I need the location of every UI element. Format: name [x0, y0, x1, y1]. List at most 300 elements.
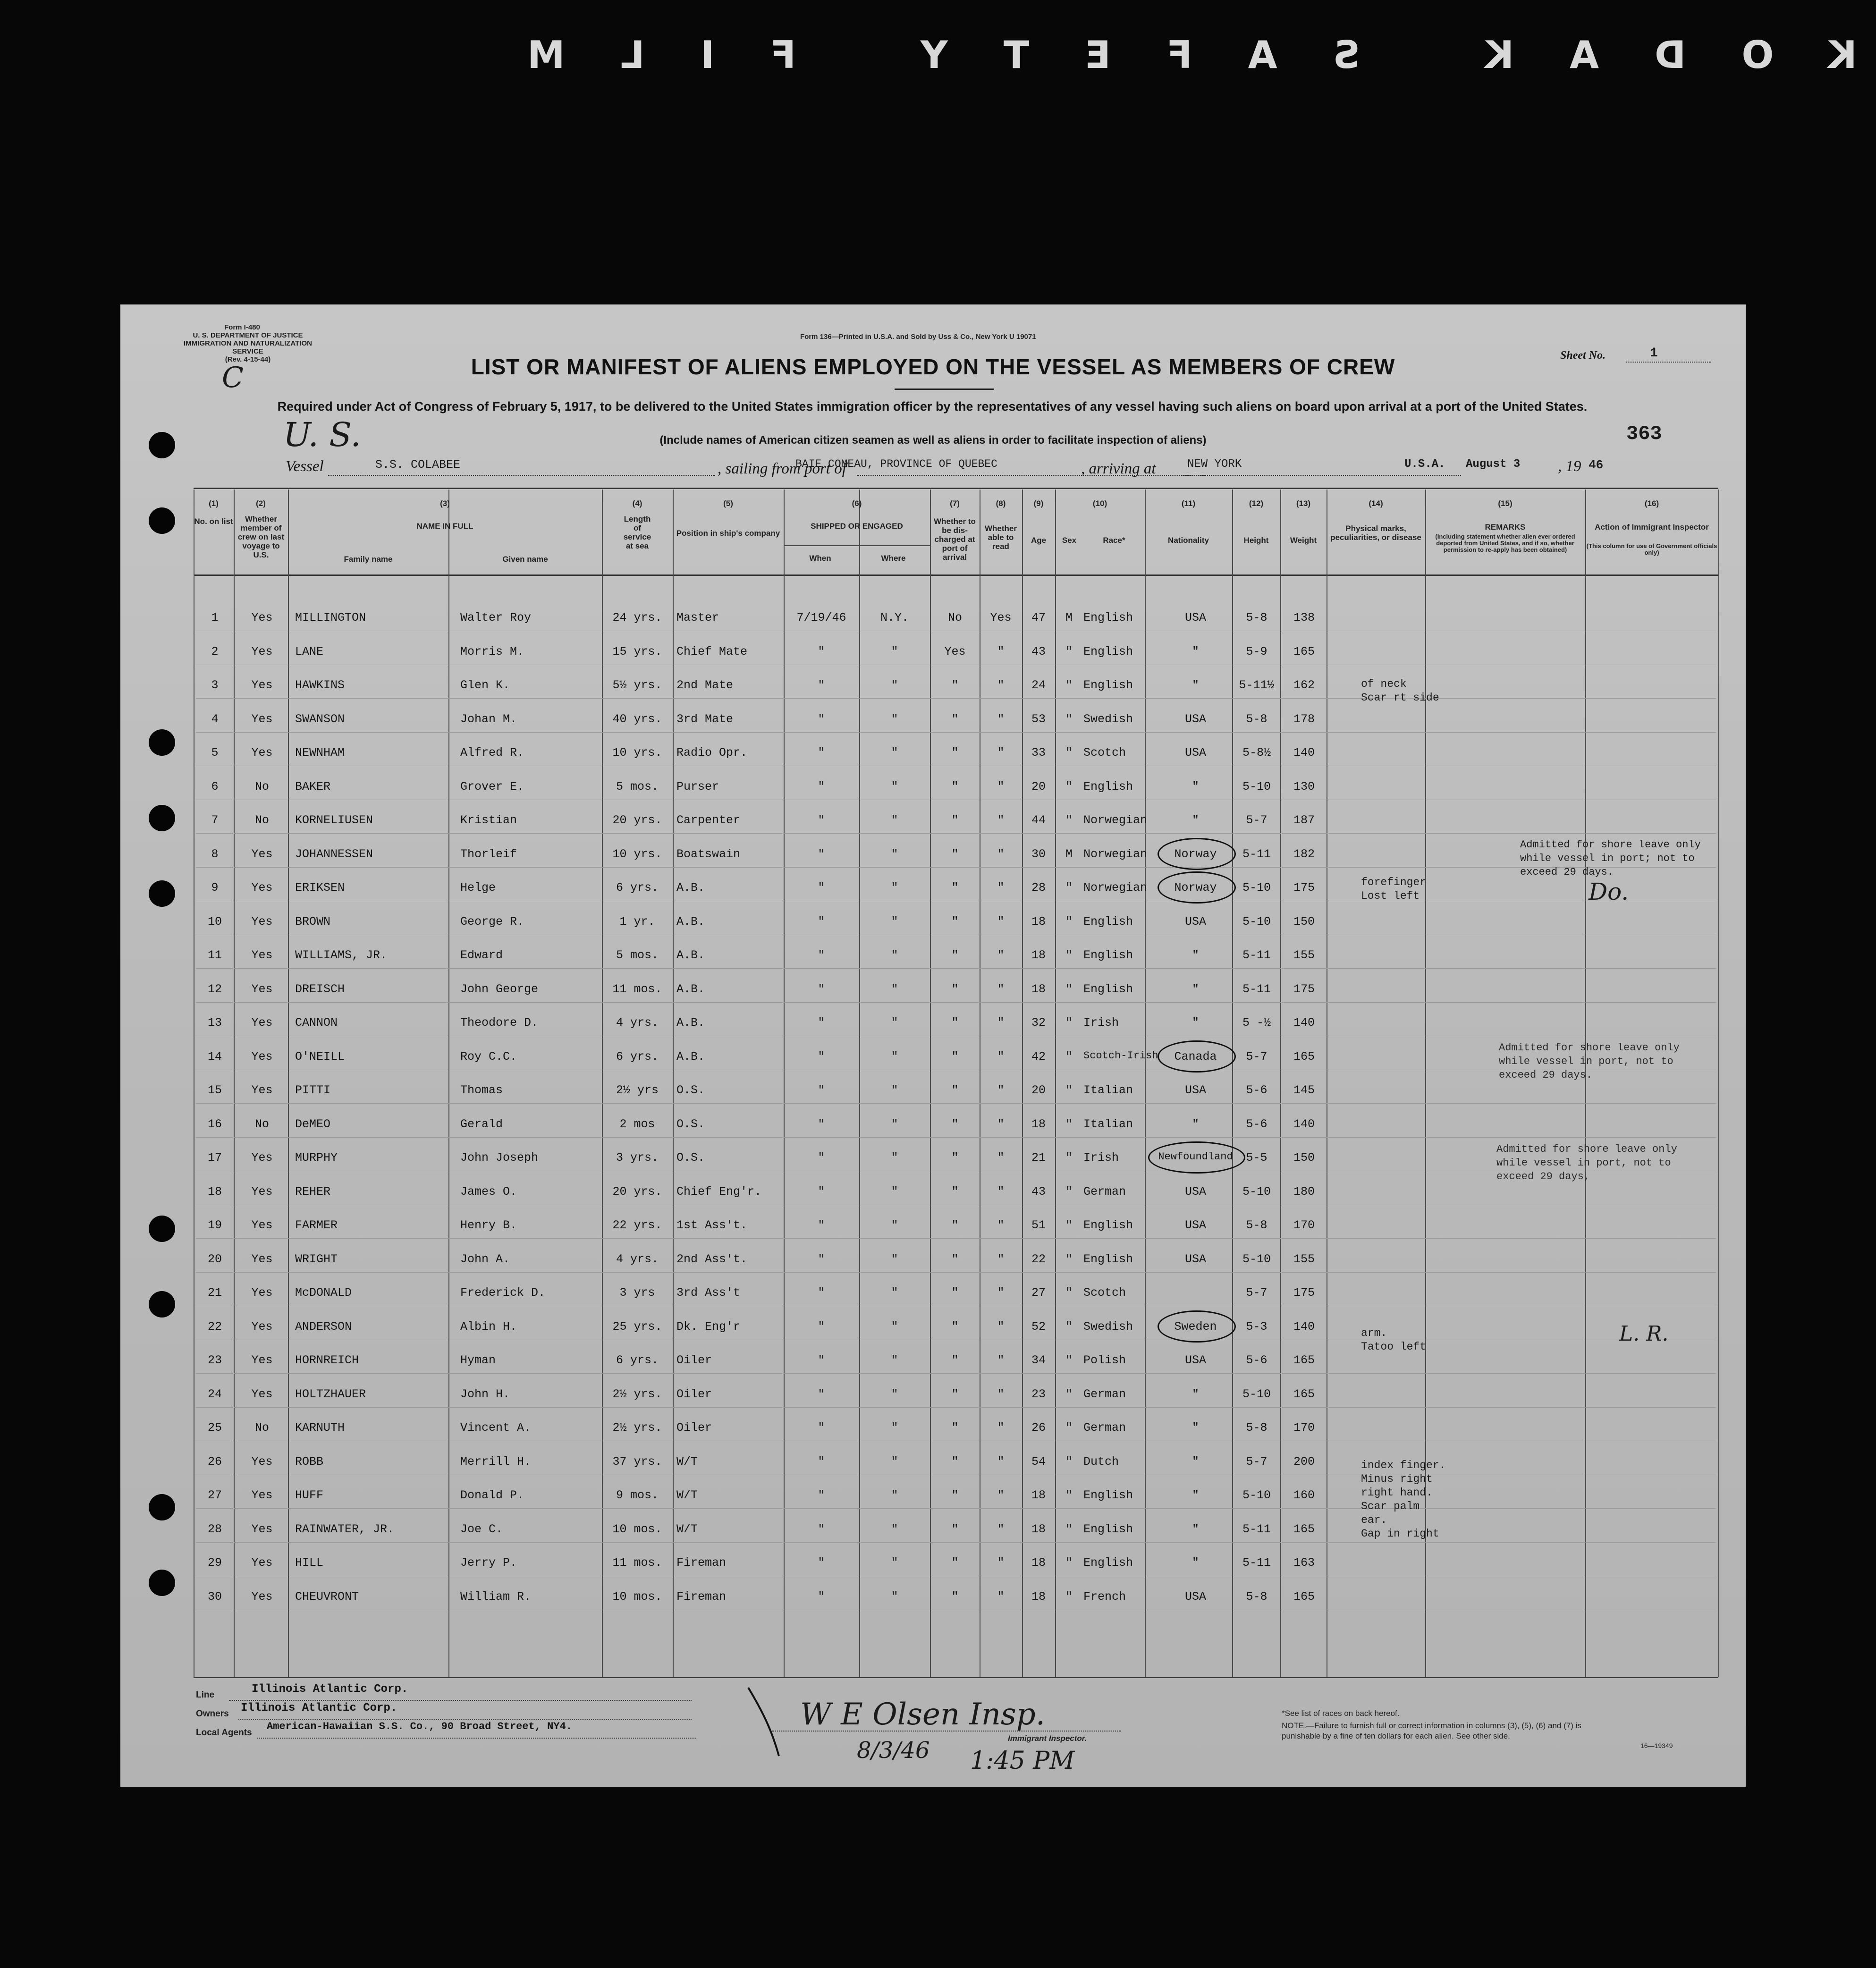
printer-line: Form 136—Printed in U.S.A. and Sold by Uss & Co., New York U 19071: [800, 333, 1036, 341]
cell-height: 5-10: [1242, 914, 1271, 929]
cell-read: ": [997, 712, 1005, 726]
cell-weight: 178: [1293, 712, 1315, 726]
cell-when: 7/19/46: [796, 611, 846, 625]
cell-when: ": [818, 644, 825, 659]
cell-height: 5-11: [1242, 982, 1271, 996]
cell-when: ": [818, 982, 825, 996]
cell-no: 11: [207, 948, 222, 962]
col-divider: [673, 490, 674, 1677]
cell-disch: ": [951, 1016, 959, 1030]
header-remarks: REMARKS: [1485, 523, 1526, 532]
cell-disch: ": [951, 746, 959, 760]
cell-no: 4: [211, 712, 219, 726]
cell-position: 3rd Mate: [676, 712, 734, 726]
cell-read: ": [997, 678, 1005, 692]
cell-weight: 165: [1293, 1522, 1315, 1536]
cell-race: Scotch: [1083, 746, 1126, 760]
cell-disch: ": [951, 1421, 959, 1435]
arrival-date: August 3: [1466, 458, 1521, 471]
agents-rule: [257, 1737, 696, 1739]
cell-age: 27: [1031, 1286, 1046, 1300]
cell-race: Irish: [1083, 1151, 1119, 1165]
cell-family: REHER: [295, 1184, 331, 1199]
cell-prev: Yes: [251, 1353, 273, 1367]
cell-where: ": [891, 847, 898, 861]
cell-weight: 165: [1293, 1353, 1315, 1367]
cell-race: English: [1083, 644, 1133, 659]
cell-sex: ": [1065, 914, 1073, 929]
cell-read: ": [997, 1218, 1005, 1232]
cell-where: ": [891, 1421, 898, 1435]
cell-weight: 170: [1293, 1218, 1315, 1232]
cell-read: Yes: [990, 611, 1012, 625]
cell-disch: ": [951, 1286, 959, 1300]
cell-read: ": [997, 1556, 1005, 1570]
header-where: Where: [881, 554, 906, 563]
cell-where: ": [891, 1319, 898, 1334]
cell-read: ": [997, 779, 1005, 794]
cell-family: ROBB: [295, 1454, 324, 1469]
cell-where: ": [891, 813, 898, 827]
punch-hole: [149, 507, 175, 534]
handwritten-us: U. S.: [283, 415, 361, 454]
cell-disch: ": [951, 1252, 959, 1266]
cell-when: ": [818, 712, 825, 726]
cell-read: ": [997, 881, 1005, 895]
cell-sex: ": [1065, 644, 1073, 659]
cell-read: ": [997, 1252, 1005, 1266]
cell-read: ": [997, 644, 1005, 659]
cell-read: ": [997, 1286, 1005, 1300]
cell-given: John H.: [460, 1387, 510, 1401]
cell-race: English: [1083, 1522, 1133, 1536]
header-inspector-action: Action of Immigrant Inspector: [1595, 523, 1709, 532]
vessel-line: [328, 474, 715, 476]
table-header-rule: [194, 574, 1718, 576]
cell-when: ": [818, 1252, 825, 1266]
cell-position: Oiler: [676, 1421, 712, 1435]
cell-prev: Yes: [251, 1286, 273, 1300]
cell-when: ": [818, 1286, 825, 1300]
cell-prev: Yes: [251, 1252, 273, 1266]
departure-port: BAIE COMEAU, PROVINCE OF QUEBEC: [795, 458, 997, 470]
cell-weight: 140: [1293, 1016, 1315, 1030]
manifest-sheet: [120, 304, 1746, 1787]
cell-family: DREISCH: [295, 982, 345, 996]
signature-date: 8/3/46: [857, 1737, 930, 1764]
cell-age: 47: [1031, 611, 1046, 625]
cell-disch: Yes: [944, 644, 966, 659]
cell-when: ": [818, 1016, 825, 1030]
cell-sex: ": [1065, 982, 1073, 996]
film-edge-text: KODAK SAFETY FILM: [472, 33, 1857, 77]
col-number: (2): [256, 499, 266, 508]
cell-nat: USA: [1184, 914, 1206, 929]
cell-no: 12: [207, 982, 222, 996]
cell-where: ": [891, 779, 898, 794]
row-rule: [196, 1373, 1716, 1374]
cell-disch: ": [951, 914, 959, 929]
header-inspector-note: (This column for use of Government officials only): [1586, 542, 1717, 556]
header-when: When: [809, 554, 831, 563]
row-rule: [196, 1272, 1716, 1273]
cell-where: ": [891, 914, 898, 929]
signature-rule: [772, 1730, 1121, 1732]
punch-hole: [149, 805, 175, 831]
cell-where: ": [891, 1589, 898, 1604]
col-number: (12): [1249, 499, 1264, 508]
form-subtitle: Required under Act of Congress of February 5, 1917, to be delivered to the United States immigration officer by the representatives of any vessel having such aliens on board upon arrival at a port of the United States.: [277, 399, 1588, 414]
cell-no: 27: [207, 1488, 222, 1502]
arriving-label: , arriving at: [1081, 460, 1156, 477]
col-divider: [602, 490, 603, 1677]
cell-prev: Yes: [251, 1151, 273, 1165]
cell-weight: 165: [1293, 1589, 1315, 1604]
cell-sex: ": [1065, 678, 1073, 692]
cell-given: Alfred R.: [460, 746, 524, 760]
cell-sex: ": [1065, 779, 1073, 794]
cell-age: 21: [1031, 1151, 1046, 1165]
cell-prev: No: [254, 1117, 269, 1131]
cell-prev: Yes: [251, 1488, 273, 1502]
cell-given: Donald P.: [460, 1488, 524, 1502]
print-code: 16—19349: [1640, 1742, 1673, 1749]
cell-position: Chief Eng'r.: [676, 1184, 762, 1199]
header-sex: Sex: [1062, 536, 1077, 545]
page-title: LIST OR MANIFEST OF ALIENS EMPLOYED ON THE VESSEL AS MEMBERS OF CREW: [471, 355, 1395, 379]
cell-when: ": [818, 1454, 825, 1469]
cell-where: ": [891, 881, 898, 895]
cell-age: 32: [1031, 1016, 1046, 1030]
cell-race: Swedish: [1083, 712, 1133, 726]
cell-disch: ": [951, 1184, 959, 1199]
cell-given: Gerald: [460, 1117, 503, 1131]
cell-race: English: [1083, 1218, 1133, 1232]
cell-when: ": [818, 1589, 825, 1604]
header-shipped-engaged: SHIPPED OR ENGAGED: [811, 522, 903, 531]
title-rule: [895, 389, 994, 390]
cell-service: 37 yrs.: [612, 1454, 662, 1469]
cell-weight: 162: [1293, 678, 1315, 692]
cell-where: ": [891, 1286, 898, 1300]
cell-no: 2: [211, 644, 219, 659]
cell-given: Albin H.: [460, 1319, 517, 1334]
col-number: (4): [632, 499, 642, 508]
cell-where: ": [891, 746, 898, 760]
cell-sex: ": [1065, 746, 1073, 760]
cell-sex: ": [1065, 1151, 1073, 1165]
cell-given: John George: [460, 982, 539, 996]
cell-read: ": [997, 1016, 1005, 1030]
header-length-of-service: Length of service at sea: [623, 515, 651, 550]
cell-service: 10 yrs.: [612, 847, 662, 861]
cell-service: 11 mos.: [612, 982, 662, 996]
cell-position: Radio Opr.: [676, 746, 748, 760]
col-divider: [1585, 490, 1586, 1677]
cell-weight: 165: [1293, 644, 1315, 659]
row-rule: [196, 1542, 1716, 1543]
cell-family: JOHANNESSEN: [295, 847, 373, 861]
cell-prev: Yes: [251, 881, 273, 895]
cell-read: ": [997, 1353, 1005, 1367]
row-rule: [196, 1103, 1716, 1104]
cell-family: ANDERSON: [295, 1319, 352, 1334]
arrival-port: NEW YORK: [1187, 458, 1242, 471]
cell-height: 5-11: [1242, 847, 1271, 861]
cell-weight: 187: [1293, 813, 1315, 827]
cell-weight: 200: [1293, 1454, 1315, 1469]
col-number: (9): [1033, 499, 1044, 508]
cell-disch: ": [951, 1454, 959, 1469]
col-number: (13): [1296, 499, 1311, 508]
cell-service: 2½ yrs: [616, 1083, 659, 1097]
cell-family: FARMER: [295, 1218, 338, 1232]
col-number: (8): [996, 499, 1006, 508]
cell-height: 5-7: [1246, 1454, 1268, 1469]
cell-family: MURPHY: [295, 1151, 338, 1165]
cell-service: 9 mos.: [616, 1488, 659, 1502]
cell-given: James O.: [460, 1184, 517, 1199]
cell-where: ": [891, 712, 898, 726]
cell-service: 6 yrs.: [616, 1353, 659, 1367]
cell-age: 28: [1031, 881, 1046, 895]
cell-weight: 160: [1293, 1488, 1315, 1502]
cell-when: ": [818, 1117, 825, 1131]
cell-age: 23: [1031, 1387, 1046, 1401]
film-edge-strip: [0, 14, 1876, 77]
arrival-year: 46: [1589, 458, 1604, 472]
cell-nat: Norway: [1174, 847, 1217, 861]
cell-age: 18: [1031, 982, 1046, 996]
cell-where: ": [891, 644, 898, 659]
cell-nat: USA: [1184, 1184, 1206, 1199]
cell-when: ": [818, 746, 825, 760]
cell-service: 3 yrs: [619, 1286, 655, 1300]
cell-height: 5-8: [1246, 1421, 1268, 1435]
row-rule: [196, 1508, 1716, 1509]
cell-no: 18: [207, 1184, 222, 1199]
cell-position: W/T: [676, 1454, 698, 1469]
cell-sex: ": [1065, 1117, 1073, 1131]
cell-weight: 140: [1293, 1319, 1315, 1334]
cell-nat: USA: [1184, 712, 1206, 726]
cell-read: ": [997, 1319, 1005, 1334]
cell-age: 54: [1031, 1454, 1046, 1469]
cell-read: ": [997, 982, 1005, 996]
cell-no: 14: [207, 1049, 222, 1064]
remarks-note: Admitted for shore leave only while vessel in port, not to exceed 29 days.: [1499, 1042, 1680, 1081]
cell-weight: 175: [1293, 881, 1315, 895]
sheet-label: Sheet No.: [1560, 349, 1606, 362]
cell-given: Edward: [460, 948, 503, 962]
row-rule: [196, 867, 1716, 868]
table-top-rule: [194, 488, 1718, 489]
cell-disch: ": [951, 1151, 959, 1165]
cell-race: English: [1083, 1488, 1133, 1502]
cell-no: 9: [211, 881, 219, 895]
cell-position: O.S.: [676, 1151, 705, 1165]
cell-disch: No: [947, 611, 962, 625]
cell-nat: Norway: [1174, 881, 1217, 895]
cell-family: HAWKINS: [295, 678, 345, 692]
cell-read: ": [997, 1421, 1005, 1435]
cell-where: ": [891, 1016, 898, 1030]
header-age: Age: [1031, 536, 1047, 545]
cell-no: 29: [207, 1556, 222, 1570]
cell-weight: 165: [1293, 1387, 1315, 1401]
punch-hole: [149, 1216, 175, 1242]
col-number: (7): [950, 499, 960, 508]
header-given-name: Given name: [502, 555, 548, 564]
cell-when: ": [818, 1353, 825, 1367]
header-race: Race*: [1103, 536, 1125, 545]
cell-prev: Yes: [251, 1049, 273, 1064]
cell-race: French: [1083, 1589, 1126, 1604]
cell-family: NEWNHAM: [295, 746, 345, 760]
cell-when: ": [818, 948, 825, 962]
cell-where: ": [891, 1252, 898, 1266]
cell-sex: M: [1065, 611, 1073, 625]
cell-position: O.S.: [676, 1117, 705, 1131]
cell-prev: Yes: [251, 1016, 273, 1030]
cell-given: Hyman: [460, 1353, 496, 1367]
cell-no: 22: [207, 1319, 222, 1334]
nationality-circle: [1158, 1310, 1236, 1343]
cell-disch: ": [951, 881, 959, 895]
cell-race: German: [1083, 1421, 1126, 1435]
cell-race: Polish: [1083, 1353, 1126, 1367]
col-number: (6): [852, 499, 862, 508]
cell-sex: ": [1065, 1049, 1073, 1064]
inspector-initials: L. R.: [1619, 1322, 1669, 1346]
cell-nat: ": [1192, 1454, 1199, 1469]
cell-height: 5 -½: [1242, 1016, 1271, 1030]
cell-weight: 180: [1293, 1184, 1315, 1199]
cell-race: Swedish: [1083, 1319, 1133, 1334]
cell-prev: Yes: [251, 948, 273, 962]
cell-when: ": [818, 1556, 825, 1570]
owners-rule: [238, 1718, 692, 1720]
cell-disch: ": [951, 1387, 959, 1401]
cell-no: 28: [207, 1522, 222, 1536]
cell-when: ": [818, 847, 825, 861]
cell-service: 25 yrs.: [612, 1319, 662, 1334]
cell-read: ": [997, 847, 1005, 861]
cell-weight: 175: [1293, 1286, 1315, 1300]
cell-sex: ": [1065, 1387, 1073, 1401]
header-weight: Weight: [1290, 536, 1317, 545]
cell-no: 30: [207, 1589, 222, 1604]
cell-sex: ": [1065, 1421, 1073, 1435]
row-rule: [196, 1137, 1716, 1138]
cell-sex: ": [1065, 1184, 1073, 1199]
cell-age: 52: [1031, 1319, 1046, 1334]
cell-position: W/T: [676, 1522, 698, 1536]
cell-disch: ": [951, 1049, 959, 1064]
cell-given: Morris M.: [460, 644, 524, 659]
cell-nat: ": [1192, 1522, 1199, 1536]
arrival-line: [1183, 474, 1461, 476]
col-divider: [930, 490, 931, 1677]
cell-service: 40 yrs.: [612, 712, 662, 726]
service-name: IMMIGRATION AND NATURALIZATION SERVICE: [184, 339, 312, 355]
cell-position: A.B.: [676, 881, 705, 895]
cell-given: Walter Roy: [460, 611, 532, 625]
cell-given: Vincent A.: [460, 1421, 532, 1435]
cell-sex: ": [1065, 1589, 1073, 1604]
cell-height: 5-6: [1246, 1083, 1268, 1097]
cell-disch: ": [951, 982, 959, 996]
cell-age: 22: [1031, 1252, 1046, 1266]
cell-nat: ": [1192, 813, 1199, 827]
cell-given: Jerry P.: [460, 1556, 517, 1570]
cell-read: ": [997, 1083, 1005, 1097]
cell-weight: 163: [1293, 1556, 1315, 1570]
cell-nat: ": [1192, 1117, 1199, 1131]
cell-sex: ": [1065, 1488, 1073, 1502]
inspector-ditto: Do.: [1589, 878, 1629, 905]
cell-when: ": [818, 779, 825, 794]
cell-given: Theodore D.: [460, 1016, 539, 1030]
cell-position: Boatswain: [676, 847, 741, 861]
cell-nat: ": [1192, 948, 1199, 962]
cell-no: 24: [207, 1387, 222, 1401]
owners-value: Illinois Atlantic Corp.: [241, 1702, 397, 1715]
cell-disch: ": [951, 1522, 959, 1536]
cell-when: ": [818, 813, 825, 827]
race-footnote: *See list of races on back hereof.: [1282, 1709, 1400, 1718]
cell-sex: ": [1065, 1252, 1073, 1266]
cell-nat: Sweden: [1174, 1319, 1217, 1334]
cell-family: McDONALD: [295, 1286, 352, 1300]
cell-disch: ": [951, 1556, 959, 1570]
cell-when: ": [818, 678, 825, 692]
cell-where: ": [891, 948, 898, 962]
cell-nat: USA: [1184, 1589, 1206, 1604]
cell-no: 25: [207, 1421, 222, 1435]
cell-height: 5-10: [1242, 881, 1271, 895]
cell-race: English: [1083, 779, 1133, 794]
cell-age: 18: [1031, 948, 1046, 962]
cell-read: ": [997, 1184, 1005, 1199]
cell-sex: ": [1065, 1319, 1073, 1334]
header-name-in-full: NAME IN FULL: [416, 522, 473, 531]
cell-disch: ": [951, 1083, 959, 1097]
cell-position: Chief Mate: [676, 644, 748, 659]
cell-height: 5-10: [1242, 779, 1271, 794]
cell-race: English: [1083, 948, 1133, 962]
inspector-label: Immigrant Inspector.: [1008, 1734, 1087, 1743]
cell-no: 26: [207, 1454, 222, 1469]
cell-family: HOLTZHAUER: [295, 1387, 366, 1401]
cell-family: SWANSON: [295, 712, 345, 726]
cell-height: 5-8: [1246, 611, 1268, 625]
cell-service: 5½ yrs.: [612, 678, 662, 692]
form-number: Form I-480: [224, 323, 260, 331]
cell-disch: ": [951, 678, 959, 692]
row-rule: [196, 1238, 1716, 1239]
cell-where: ": [891, 1522, 898, 1536]
cell-family: WRIGHT: [295, 1252, 338, 1266]
cell-weight: 130: [1293, 779, 1315, 794]
cell-service: 6 yrs.: [616, 881, 659, 895]
cell-service: 11 mos.: [612, 1556, 662, 1570]
cell-family: ERIKSEN: [295, 881, 345, 895]
cell-given: Johan M.: [460, 712, 517, 726]
header-previous-voyage: Whether member of crew on last voyage to U.S.: [237, 515, 285, 559]
cell-when: ": [818, 1083, 825, 1097]
line-label: Line: [196, 1690, 215, 1700]
